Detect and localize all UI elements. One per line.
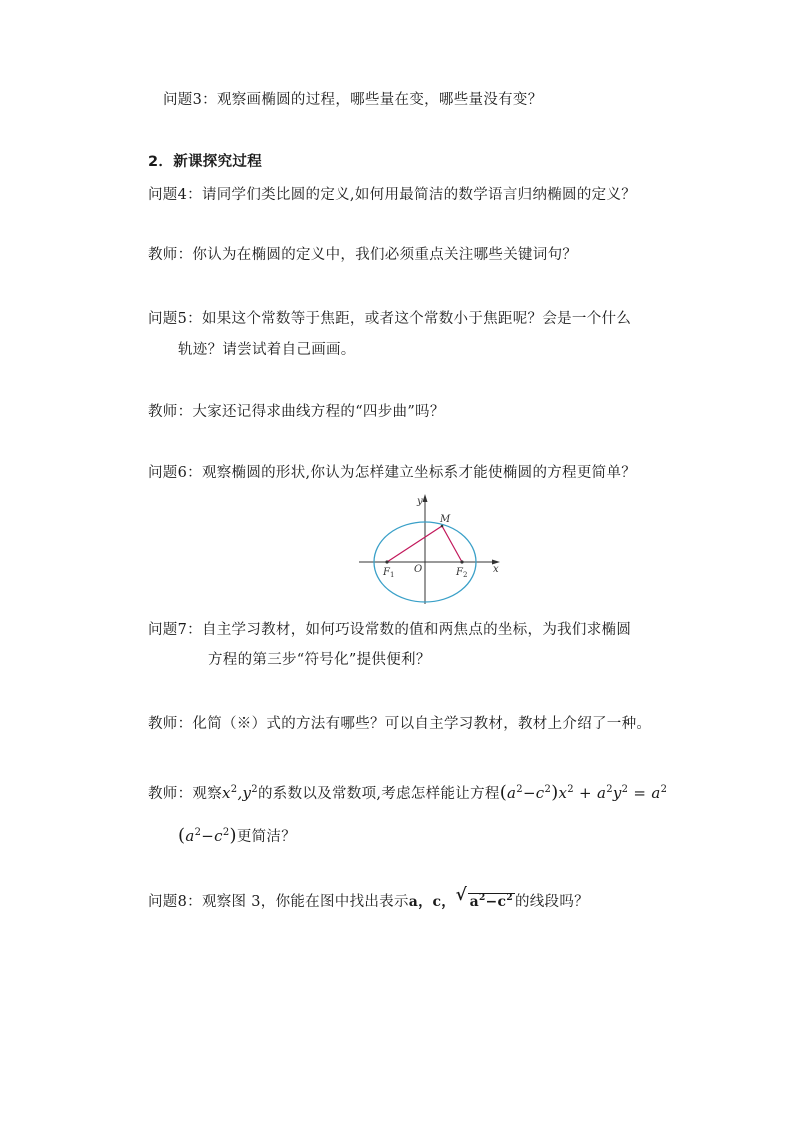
question-3 [163, 90, 543, 110]
question-5-line1: 如果这个常数等于焦距，或者这个常数小于焦距呢？会是一个什么 [201, 311, 632, 327]
teacher-2 [148, 402, 445, 422]
focus-f1-point [385, 560, 388, 563]
math-equation: $(a^2-c^2)x^2 + a^2y^2 = a^2$ [499, 782, 668, 803]
question-4 [148, 185, 636, 205]
question-7-line2: 方程的第三步“符号化”提供便利？ [208, 652, 431, 668]
question-3-text: 观察画椭圆的过程，哪些量在变，哪些量没有变？ [216, 92, 543, 108]
question-5-label: 问题5： [148, 311, 202, 327]
origin-label: O [414, 564, 423, 575]
teacher-4-text-c: 更简洁？ [236, 829, 297, 845]
question-4-text: 请同学们类比圆的定义,如何用最简洁的数学语言归纳椭圆的定义？ [201, 187, 637, 203]
focus-f1-letter: F [383, 567, 390, 578]
question-8-text-a: 观察图 3，你能在图中找出表示 [201, 894, 409, 910]
teacher-4-text-b: 的系数以及常数项,考虑怎样能让方程 [257, 786, 500, 802]
teacher-2-text: 大家还记得求曲线方程的“四步曲”吗？ [192, 404, 445, 420]
question-7-label: 问题7： [148, 622, 202, 638]
teacher-4-label: 教师： [148, 786, 193, 802]
focus-f2-point [460, 560, 463, 563]
focus-f2-letter: F [456, 567, 463, 578]
teacher-1 [148, 245, 577, 265]
teacher-1-text: 你认为在椭圆的定义中，我们必须重点关注哪些关键词句？ [192, 247, 578, 263]
question-8-text-b: 的线段吗？ [514, 894, 589, 910]
question-8-label: 问题8： [148, 894, 202, 910]
question-5-line2: 轨迹？请尝试着自己画画。 [178, 342, 356, 358]
question-3-label: 问题3： [163, 92, 217, 108]
sqrt-symbol: √ $a^2-c^2$ [455, 885, 513, 910]
question-8 [148, 885, 589, 912]
math-x2-y2: $x^2,y^2$ [222, 784, 258, 802]
focus-f1-sub: 1 [389, 571, 395, 579]
question-7-line1: 自主学习教材，如何巧设常数的值和两焦点的坐标，为我们求椭圆 [201, 622, 632, 638]
teacher-3-text: 化简（※）式的方法有哪些？可以自主学习教材，教材上介绍了一种。 [192, 716, 652, 732]
focus-f1-label [382, 567, 394, 579]
question-6-text: 观察椭圆的形状,你认为怎样建立坐标系才能使椭圆的方程更简单？ [201, 465, 637, 481]
teacher-2-label: 教师： [148, 404, 193, 420]
question-4-label: 问题4： [148, 187, 202, 203]
math-a-c-sqrt: a，c， √ $a^2-c^2$ [408, 885, 513, 910]
teacher-4 [148, 780, 667, 804]
point-m [441, 525, 444, 528]
question-6 [148, 463, 636, 483]
ellipse-figure [356, 492, 506, 608]
teacher-4-line2 [178, 823, 296, 847]
teacher-1-label: 教师： [148, 247, 193, 263]
focus-f2-sub: 2 [462, 571, 468, 579]
math-equation-cont: $(a^2-c^2)$ [178, 825, 237, 846]
question-5 [148, 309, 631, 329]
teacher-4-text-a: 观察 [192, 786, 223, 802]
question-6-label: 问题6： [148, 465, 202, 481]
question-7 [148, 620, 631, 640]
focus-f2-label [455, 567, 467, 579]
section-2-title: 2．新课探究过程 [148, 154, 262, 170]
point-m-label: M [440, 514, 451, 525]
teacher-3-label: 教师： [148, 716, 193, 732]
teacher-3 [148, 714, 651, 734]
x-axis-label: x [493, 564, 499, 575]
y-axis-arrow [423, 494, 428, 502]
y-axis-label: y [417, 496, 423, 507]
